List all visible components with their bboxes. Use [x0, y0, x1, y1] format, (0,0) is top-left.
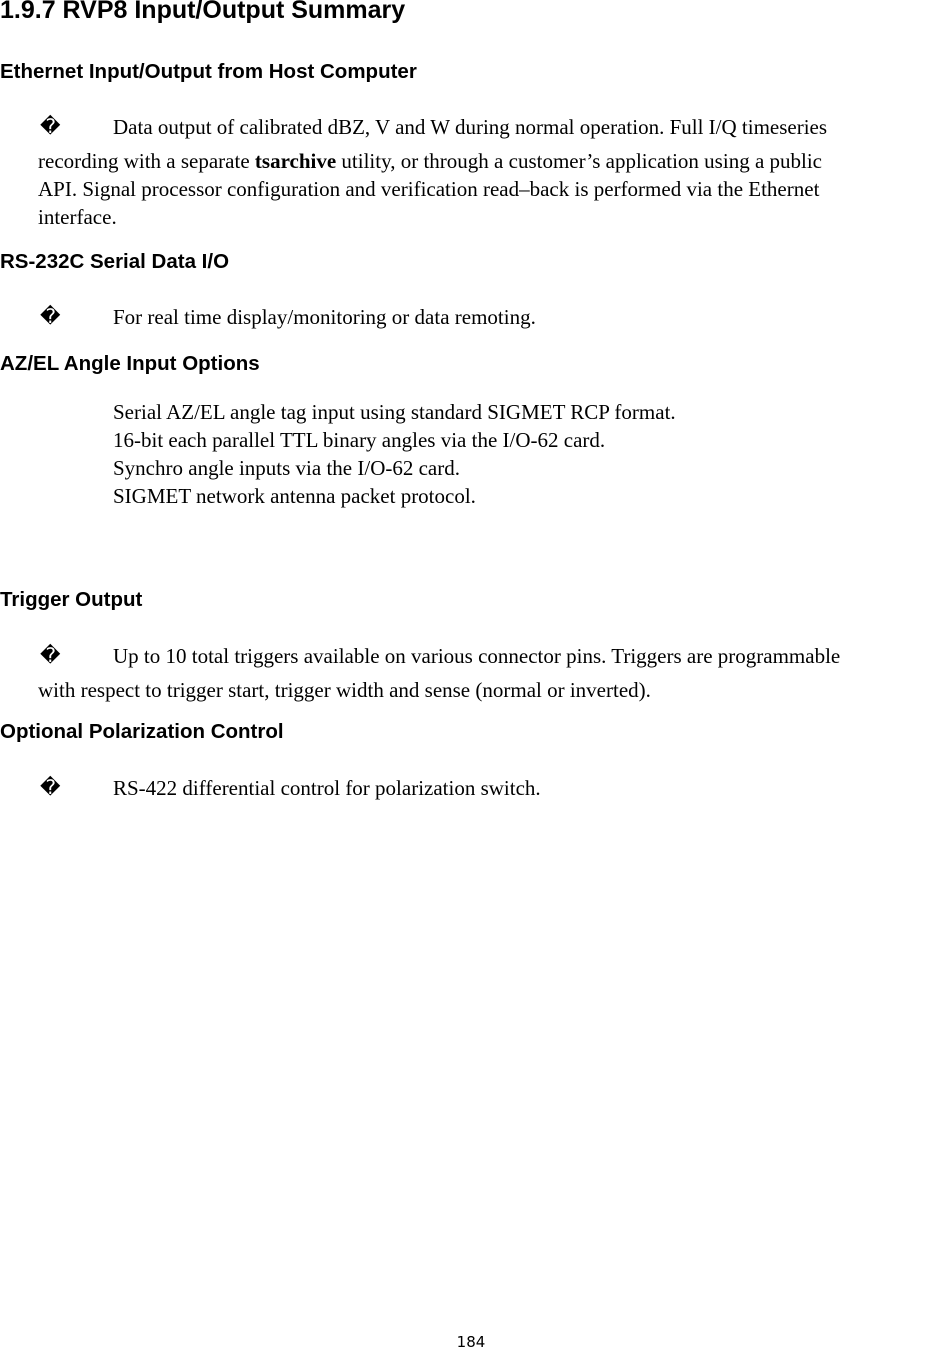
trigger-line-2: with respect to trigger start, trigger width and sense (normal or inverted).: [38, 678, 651, 702]
ethernet-line-4: interface.: [38, 205, 117, 229]
heading-rs232: RS-232C Serial Data I/O: [0, 250, 230, 273]
list-item: SIGMET network antenna packet protocol.: [113, 484, 476, 508]
bullet-icon: �: [40, 775, 61, 799]
polarization-line-1: RS-422 differential control for polarization switch.: [113, 776, 541, 800]
list-item: Serial AZ/EL angle tag input using standard SIGMET RCP format.: [113, 400, 676, 424]
list-item: 16-bit each parallel TTL binary angles via the I/O-62 card.: [113, 428, 606, 452]
ethernet-paragraph: [38, 147, 938, 231]
heading-azel: AZ/EL Angle Input Options: [0, 352, 260, 375]
heading-trigger: Trigger Output: [0, 588, 143, 611]
ethernet-line-2-start: recording with a separate: [38, 149, 255, 173]
page-title: 1.9.7 RVP8 Input/Output Summary: [0, 0, 406, 24]
page-number: 184: [456, 1333, 486, 1351]
bullet-icon: �: [40, 304, 61, 328]
bullet-icon: �: [40, 643, 61, 667]
bullet-icon: �: [40, 114, 61, 138]
ethernet-line-1: Data output of calibrated dBZ, V and W during normal operation. Full I/Q timeseries: [113, 115, 828, 139]
rs232-line-1: For real time display/monitoring or data remoting.: [113, 305, 536, 329]
trigger-line-1: Up to 10 total triggers available on various connector pins. Triggers are programmable: [113, 644, 841, 668]
tsarchive-utility-name: tsarchive: [254, 149, 337, 173]
azel-options-list: [113, 398, 676, 510]
heading-polarization: Optional Polarization Control: [0, 720, 284, 743]
list-item: Synchro angle inputs via the I/O-62 card.: [113, 456, 460, 480]
ethernet-line-2-end: utility, or through a customer’s application using a public: [336, 149, 823, 173]
ethernet-line-2: [38, 147, 938, 175]
heading-ethernet: Ethernet Input/Output from Host Computer: [0, 60, 417, 83]
ethernet-line-3: API. Signal processor configuration and verification read–back is performed via the Ethernet: [38, 177, 820, 201]
